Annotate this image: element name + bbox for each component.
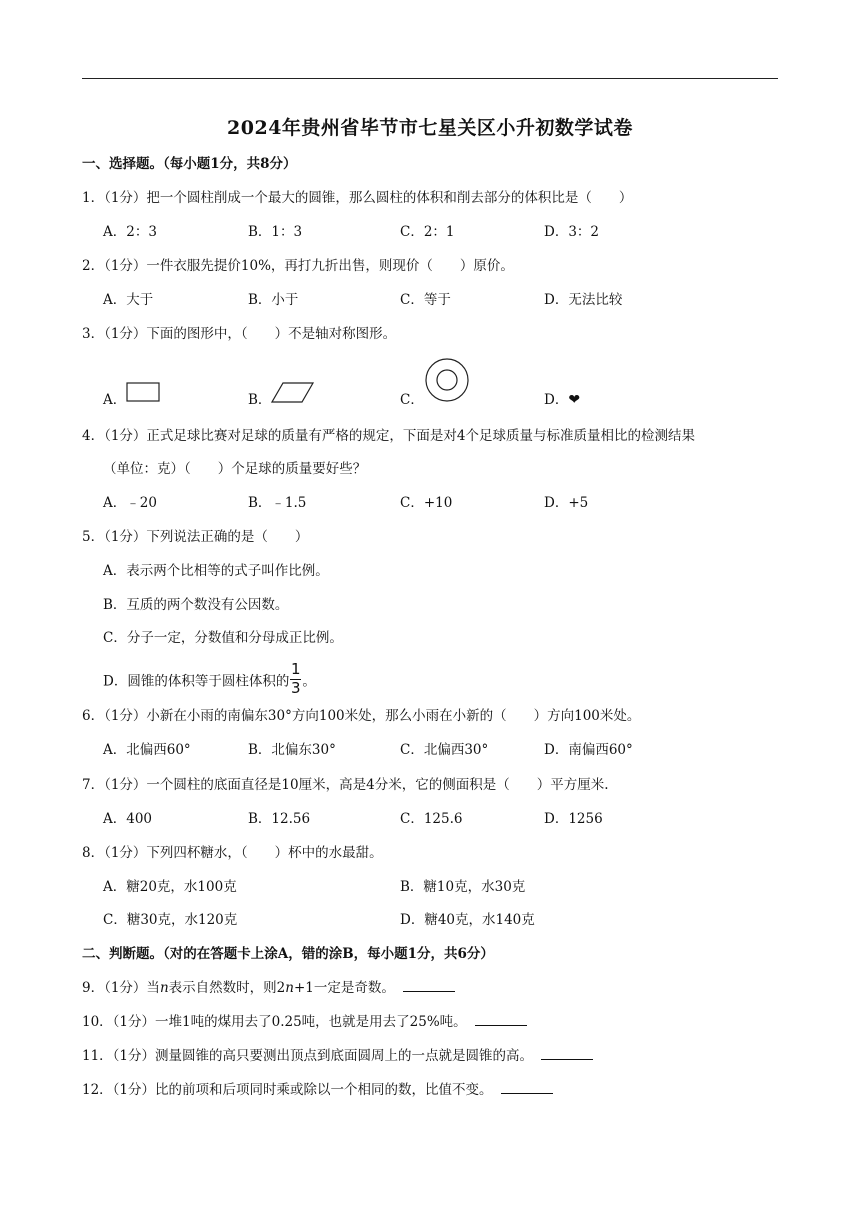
- q8-option-a[interactable]: A．糖20克，水100克: [103, 879, 237, 895]
- q1-option-d[interactable]: D．3：2: [544, 224, 600, 240]
- fraction-numerator: 1: [291, 660, 301, 678]
- q8-option-c[interactable]: C．糖30克，水120克: [103, 912, 238, 928]
- q9-text-pre: 9．（1分）当: [82, 980, 160, 996]
- question-7-stem: 7．（1分）一个圆柱的底面直径是10厘米，高是4分米，它的侧面积是（ ）平方厘米.: [82, 777, 609, 793]
- fraction-one-third: [290, 662, 301, 696]
- question-9: [82, 978, 455, 998]
- q2-option-a[interactable]: A．大于: [103, 292, 154, 308]
- q5-option-d-text: D．圆锥的体积等于圆柱体积的: [103, 673, 290, 690]
- question-4-stem: 4．（1分）正式足球比赛对足球的质量有严格的规定，下面是对4个足球质量与标准质量相比的检测结果: [82, 428, 696, 444]
- section-heading-judgment: 二、判断题。（对的在答题卡上涂A，错的涂B，每小题1分，共6分）: [82, 946, 494, 962]
- page-title: 2024年贵州省毕节市七星关区小升初数学试卷: [227, 117, 633, 139]
- q9-variable-n-2: n: [285, 980, 294, 996]
- header-rule: [82, 78, 778, 79]
- answer-blank-11[interactable]: [541, 1046, 593, 1060]
- question-2-stem: 2．（1分）一件衣服先提价10%，再打九折出售，则现价（ ）原价。: [82, 258, 514, 274]
- q7-option-c[interactable]: C．125.6: [400, 811, 463, 827]
- section-heading-choice: 一、选择题。（每小题1分，共8分）: [82, 156, 297, 172]
- q12-text: 12．（1分）比的前项和后项同时乘或除以一个相同的数，比值不变。: [82, 1082, 493, 1098]
- q6-option-c[interactable]: C．北偏西30°: [400, 742, 489, 758]
- rectangle-icon: [126, 382, 162, 404]
- q7-option-b[interactable]: B．12.56: [248, 811, 311, 827]
- q5-option-c[interactable]: C．分子一定，分数值和分母成正比例。: [103, 630, 343, 646]
- q7-option-a[interactable]: A．400: [103, 811, 153, 827]
- answer-blank-9[interactable]: [403, 978, 455, 992]
- q3-option-d[interactable]: [544, 390, 580, 410]
- q7-option-d[interactable]: D．1256: [544, 811, 603, 827]
- q3-option-b[interactable]: B．: [248, 392, 272, 408]
- q9-text-mid: 表示自然数时，则2: [168, 980, 286, 996]
- question-1-stem: 1．（1分）把一个圆柱削成一个最大的圆锥，那么圆柱的体积和削去部分的体积比是（ ）: [82, 190, 633, 206]
- q1-option-a[interactable]: A．2：3: [103, 224, 157, 240]
- q5-option-d-tail: 。: [302, 673, 316, 690]
- q3-option-d-label: D．: [544, 392, 569, 408]
- parallelogram-icon: [271, 382, 315, 404]
- q11-text: 11．（1分）测量圆锥的高只要测出顶点到底面圆周上的一点就是圆锥的高。: [82, 1048, 534, 1064]
- q6-option-d[interactable]: D．南偏西60°: [544, 742, 633, 758]
- q8-option-b[interactable]: B．糖10克，水30克: [400, 879, 526, 895]
- answer-blank-10[interactable]: [475, 1012, 527, 1026]
- q3-option-a[interactable]: A．: [103, 392, 127, 408]
- q6-option-b[interactable]: B．北偏东30°: [248, 742, 336, 758]
- question-11: [82, 1046, 593, 1066]
- question-8-stem: 8．（1分）下列四杯糖水，（ ）杯中的水最甜。: [82, 845, 383, 861]
- q2-option-b[interactable]: B．小于: [248, 292, 299, 308]
- question-10: [82, 1012, 527, 1032]
- q4-option-d[interactable]: D．+5: [544, 495, 589, 511]
- q1-option-b[interactable]: B．1：3: [248, 224, 303, 240]
- q1-option-c[interactable]: C．2：1: [400, 224, 455, 240]
- q5-option-b[interactable]: B．互质的两个数没有公因数。: [103, 597, 289, 613]
- question-12: [82, 1080, 553, 1100]
- question-3-stem: 3．（1分）下面的图形中，（ ）不是轴对称图形。: [82, 326, 397, 342]
- q5-option-a[interactable]: A．表示两个比相等的式子叫作比例。: [103, 563, 329, 579]
- q4-option-b[interactable]: B．﹣1.5: [248, 495, 307, 511]
- q4-option-a[interactable]: A．﹣20: [103, 495, 157, 511]
- question-6-stem: 6．（1分）小新在小雨的南偏东30°方向100米处，那么小雨在小新的（ ）方向100米处。: [82, 708, 641, 724]
- fraction-denominator: 3: [291, 679, 301, 697]
- question-5-stem: 5．（1分）下列说法正确的是（ ）: [82, 529, 309, 545]
- q9-variable-n: n: [159, 980, 169, 996]
- q3-option-c[interactable]: C．: [400, 392, 424, 408]
- q2-option-c[interactable]: C．等于: [400, 292, 451, 308]
- question-4-stem-continued: （单位：克）（ ）个足球的质量要好些？: [103, 461, 367, 477]
- q4-option-c[interactable]: C．+10: [400, 495, 453, 511]
- q8-option-d[interactable]: D．糖40克，水140克: [400, 912, 535, 928]
- concentric-circles-icon: [423, 357, 471, 403]
- q5-option-d[interactable]: [103, 660, 316, 699]
- q2-option-d[interactable]: D．无法比较: [544, 292, 623, 308]
- answer-blank-12[interactable]: [501, 1080, 553, 1094]
- heart-icon: ❤: [568, 392, 581, 408]
- q6-option-a[interactable]: A．北偏西60°: [103, 742, 191, 758]
- q9-text-post: +1一定是奇数。: [293, 980, 395, 996]
- q10-text: 10．（1分）一堆1吨的煤用去了0.25吨，也就是用去了25%吨。: [82, 1014, 467, 1030]
